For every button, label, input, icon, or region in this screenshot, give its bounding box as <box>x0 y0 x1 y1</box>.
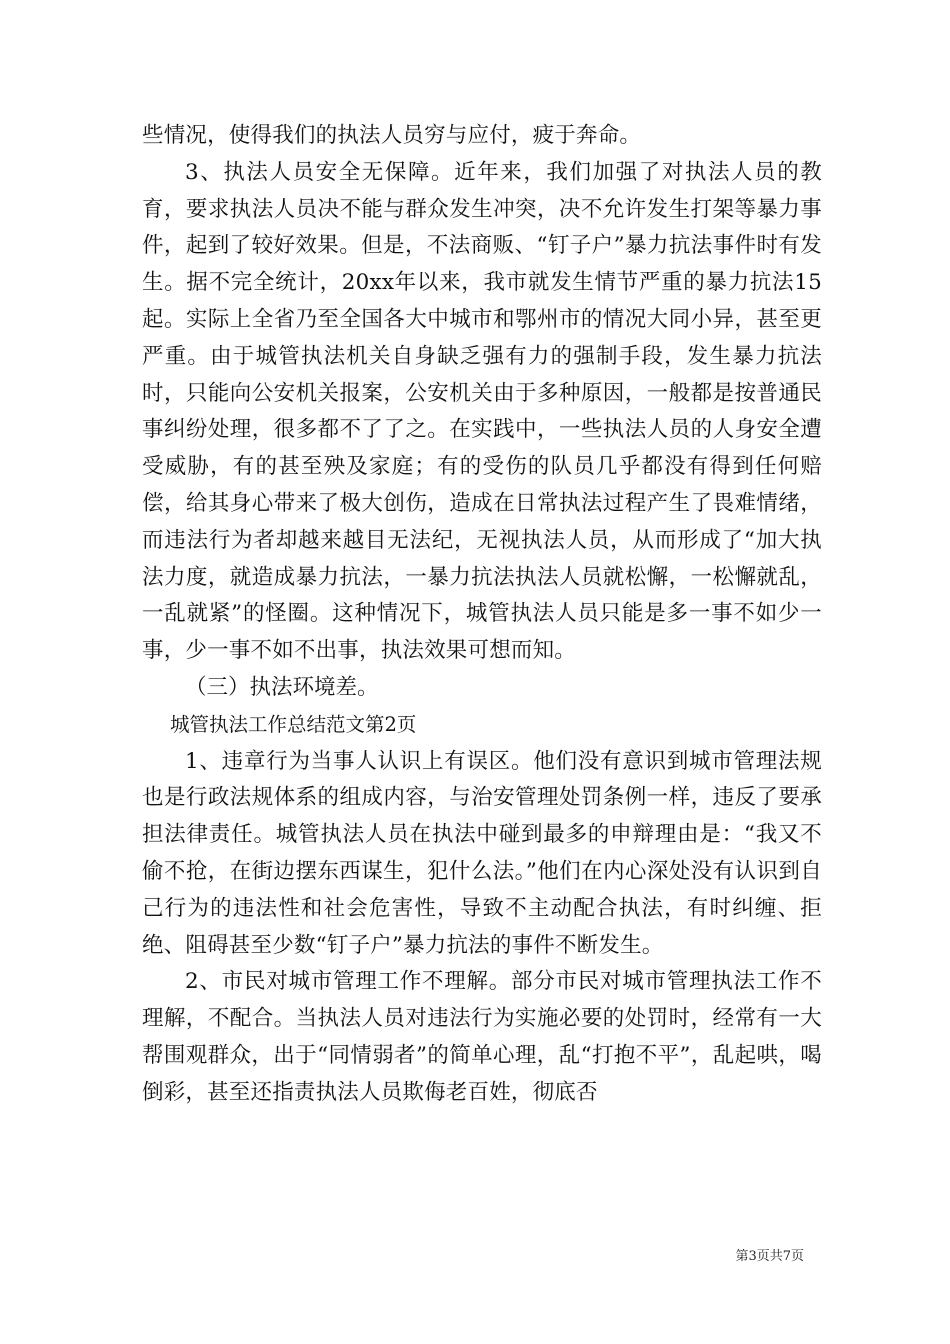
section-heading: （三）执法环境差。 <box>185 674 379 700</box>
paragraph-safety: 3、执法人员安全无保障。近年来，我们加强了对执法人员的教育，要求执法人员决不能与群众发生冲突，决不允许发生打架等暴力事件，起到了较好效果。但是，不法商贩、“钉子户”暴力抗法事件时有发生。据不完全统计，20xx年以来，我市就发生情节严重的暴力抗法15起。实际上全省乃至全国各大中城市和鄂州市的情况大同小异，甚至更严重。由于城管执法机关自身缺乏强有力的强制手段，发生暴力抗法时，只能向公安机关报案，公安机关由于多种原因，一般都是按普通民事纠纷处理，很多都不了了之。在实践中，一些执法人员的人身安全遭受威胁，有的甚至殃及家庭；有的受伤的队员几乎都没有得到任何赔偿，给其身心带来了极大创伤，造成在日常执法过程产生了畏难情绪，而违法行为者却越来越目无法纪，无视执法人员，从而形成了“加大执法力度，就造成暴力抗法，一暴力抗法执法人员就松懈，一松懈就乱，一乱就紧”的怪圈。这种情况下，城管执法人员只能是多一事不如少一事，少一事不如不出事，执法效果可想而知。 <box>142 159 822 664</box>
paragraph-misconception: 1、违章行为当事人认识上有误区。他们没有意识到城市管理法规也是行政法规体系的组成内容，与治安管理处罚条例一样，违反了要承担法律责任。城管执法人员在执法中碰到最多的申辩理由是：“我又不偷不抢，在街边摆东西谋生，犯什么法。”他们在内心深处没有认识到自己行为的违法性和社会危害性，导致不主动配合执法，有时纠缠、拒绝、阻碍甚至少数“钉子户”暴力抗法的事件不断发生。 <box>142 748 822 958</box>
document-body <box>142 118 822 1112</box>
paragraph-public-understanding: 2、市民对城市管理工作不理解。部分市民对城市管理执法工作不理解，不配合。当执法人员对违法行为实施必要的处罚时，经常有一大帮围观群众，出于“同情弱者”的简单心理，乱“打抱不平”，乱起哄，喝倒彩，甚至还指责执法人员欺侮老百姓，彻底否 <box>142 969 822 1105</box>
paragraph-continuation: 些情况，使得我们的执法人员穷与应付，疲于奔命。 <box>142 123 642 148</box>
page-header-text: 城管执法工作总结范文第2页 <box>170 712 417 736</box>
page-footer: 第3页共7页 <box>735 1249 804 1264</box>
